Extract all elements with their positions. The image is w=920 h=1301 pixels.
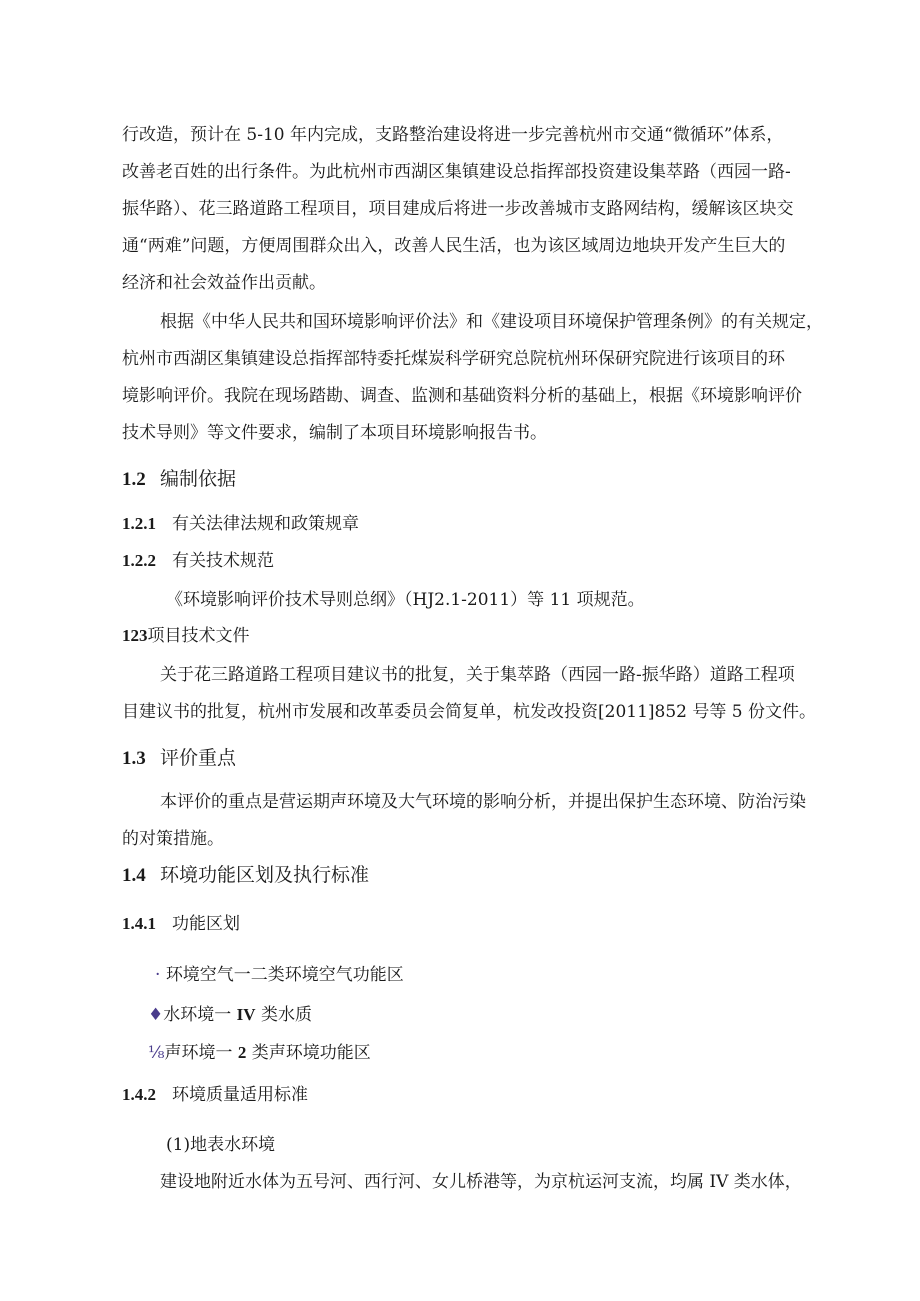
section-number: 1.2.2 [122,551,156,570]
paragraph-line: 关于花三路道路工程项目建议书的批复，关于集萃路（西园一路-振华路）道路工程项 [160,665,795,685]
list-item-text: 水环境一 [163,1005,237,1025]
list-item [155,963,404,987]
bullet-icon: · [155,965,161,985]
list-item [148,1041,371,1065]
list-item-emphasis: IV [236,1005,256,1024]
paragraph-line: 的对策措施。 [122,829,224,849]
subsection-heading [122,624,250,648]
list-item-emphasis: 2 [237,1043,247,1062]
paragraph-line: 目建议书的批复，杭州市发展和改革委员会简复单，杭发改投资[2011]852 号等 5 份文件。 [122,702,817,722]
paragraph-line: 技术导则》等文件要求，编制了本项目环境影响报告书。 [122,423,547,443]
section-heading [122,467,236,492]
paragraph-line: 行改造，预计在 5-10 年内完成，支路整治建设将进一步完善杭州市交通“微循环”体系， [122,125,784,145]
subsection-heading [122,512,359,536]
diamond-bullet-icon: ♦ [148,1005,164,1025]
section-number: 1.2.1 [122,514,156,533]
section-heading [122,863,369,888]
section-title: 编制依据 [160,468,237,490]
list-item-text: 声环境一 [164,1043,238,1063]
paragraph-line: 通“两难”问题，方便周围群众出入，改善人民生活，也为该区域周边地块开发产生巨大的 [122,236,786,256]
paragraph-line: 建设地附近水体为五号河、西行河、女儿桥港等，为京杭运河支流，均属 IV 类水体， [160,1172,802,1192]
list-item-text: 类声环境功能区 [246,1043,371,1063]
list-item-text: 环境空气一二类环境空气功能区 [165,965,404,985]
section-number: 1.4.2 [122,1085,156,1104]
list-item [148,1003,312,1027]
paragraph-line: 改善老百姓的出行条件。为此杭州市西湖区集镇建设总指挥部投资建设集萃路（西园一路- [122,162,791,182]
section-heading [122,746,236,771]
subsection-heading [122,912,240,936]
section-title: 环境功能区划及执行标准 [160,864,370,886]
section-number: 1.4 [122,865,146,886]
section-title: 项目技术文件 [147,626,250,646]
section-title: 功能区划 [172,914,240,934]
section-title: 评价重点 [160,747,237,769]
paragraph-line: 境影响评价。我院在现场踏勘、调查、监测和基础资料分析的基础上，根据《环境影响评价 [122,386,802,406]
subsection-heading [122,549,274,573]
section-title: 有关技术规范 [172,551,274,571]
section-title: 有关法律法规和政策规章 [172,514,359,534]
list-item-text: 类水质 [255,1005,312,1025]
subsection-heading [122,1083,308,1107]
paragraph-line: 经济和社会效益作出贡献。 [122,273,326,293]
paragraph-line: 本评价的重点是营运期声环境及大气环境的影响分析，并提出保护生态环境、防治污染 [160,792,806,812]
section-title: 环境质量适用标准 [172,1085,308,1105]
paragraph-line: 《环境影响评价技术导则总纲》（HJ2.1-2011）等 11 项规范。 [166,590,645,610]
section-number: 123 [122,626,148,645]
sub-heading: (1)地表水环境 [166,1135,276,1155]
paragraph-line: 振华路）、花三路道路工程项目，项目建成后将进一步改善城市支路网结构，缓解该区块交 [122,199,794,219]
paragraph-line: 根据《中华人民共和国环境影响评价法》和《建设项目环境保护管理条例》的有关规定， [160,312,823,332]
fraction-bullet-icon: ⅛ [148,1043,165,1063]
section-number: 1.2 [122,469,146,490]
section-number: 1.3 [122,748,146,769]
section-number: 1.4.1 [122,914,156,933]
paragraph-line: 杭州市西湖区集镇建设总指挥部特委托煤炭科学研究总院杭州环保研究院进行该项目的环 [122,349,785,369]
